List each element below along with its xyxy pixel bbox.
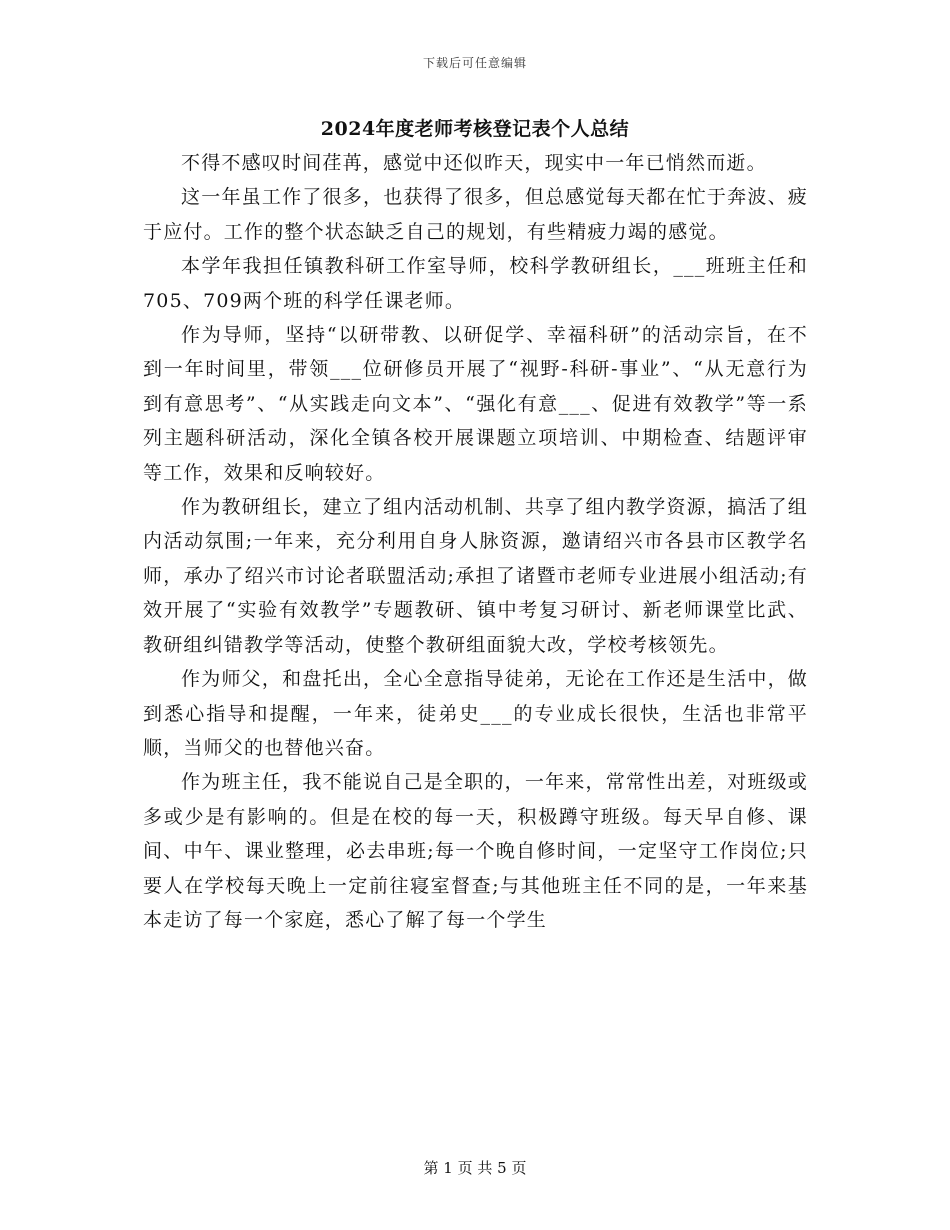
page-header-note: 下载后可任意编辑: [422, 56, 527, 70]
paragraph: 作为教研组长，建立了组内活动机制、共享了组内教学资源，搞活了组内活动氛围;一年来，充分利用自身人脉资源，邀请绍兴市各县市区教学名师，承办了绍兴市讨论者联盟活动;承担了诸暨市老师专业进展小组活动;有效开展了“实验有效教学”专题教研、镇中考复习研讨、新老师课堂比武、教研组纠错教学等活动，使整个教研组面貌大改，学校考核领先。: [143, 496, 808, 656]
paragraph: 作为导师，坚持“以研带教、以研促学、幸福科研”的活动宗旨，在不到一年时间里，带领___位研修员开展了“视野-科研-事业”、“从无意行为到有意思考”、“从实践走向文本”、“强化有意___、促进有效教学”等一系列主题科研活动，深化全镇各校开展课题立项培训、中期检查、结题评审等工作，效果和反响较好。: [143, 324, 808, 484]
paragraph: 作为班主任，我不能说自己是全职的，一年来，常常性出差，对班级或多或少是有影响的。但是在校的每一天，积极蹲守班级。每天早自修、课间、中午、课业整理，必去串班;每一个晚自修时间，一定坚守工作岗位;只要人在学校每天晚上一定前往寝室督查;与其他班主任不同的是，一年来基本走访了每一个家庭，悉心了解了每一个学生: [143, 771, 808, 931]
paragraph: 本学年我担任镇教科研工作室导师，校科学教研组长，___班班主任和705、709两个班的科学任课老师。: [143, 255, 808, 312]
paragraph: 不得不感叹时间荏苒，感觉中还似昨天，现实中一年已悄然而逝。: [181, 152, 767, 174]
paragraph: 作为师父，和盘托出，全心全意指导徒弟，无论在工作还是生活中，做到悉心指导和提醒，一年来，徒弟史___的专业成长很快，生活也非常平顺，当师父的也替他兴奋。: [143, 668, 808, 759]
paragraph: 这一年虽工作了很多，也获得了很多，但总感觉每天都在忙于奔波、疲于应付。工作的整个状态缺乏自己的规划，有些精疲力竭的感觉。: [143, 186, 808, 243]
document-title: 2024年度老师考核登记表个人总结: [320, 118, 630, 140]
page-number: 第 1 页 共 5 页: [423, 1159, 527, 1177]
document-body: [143, 146, 808, 937]
